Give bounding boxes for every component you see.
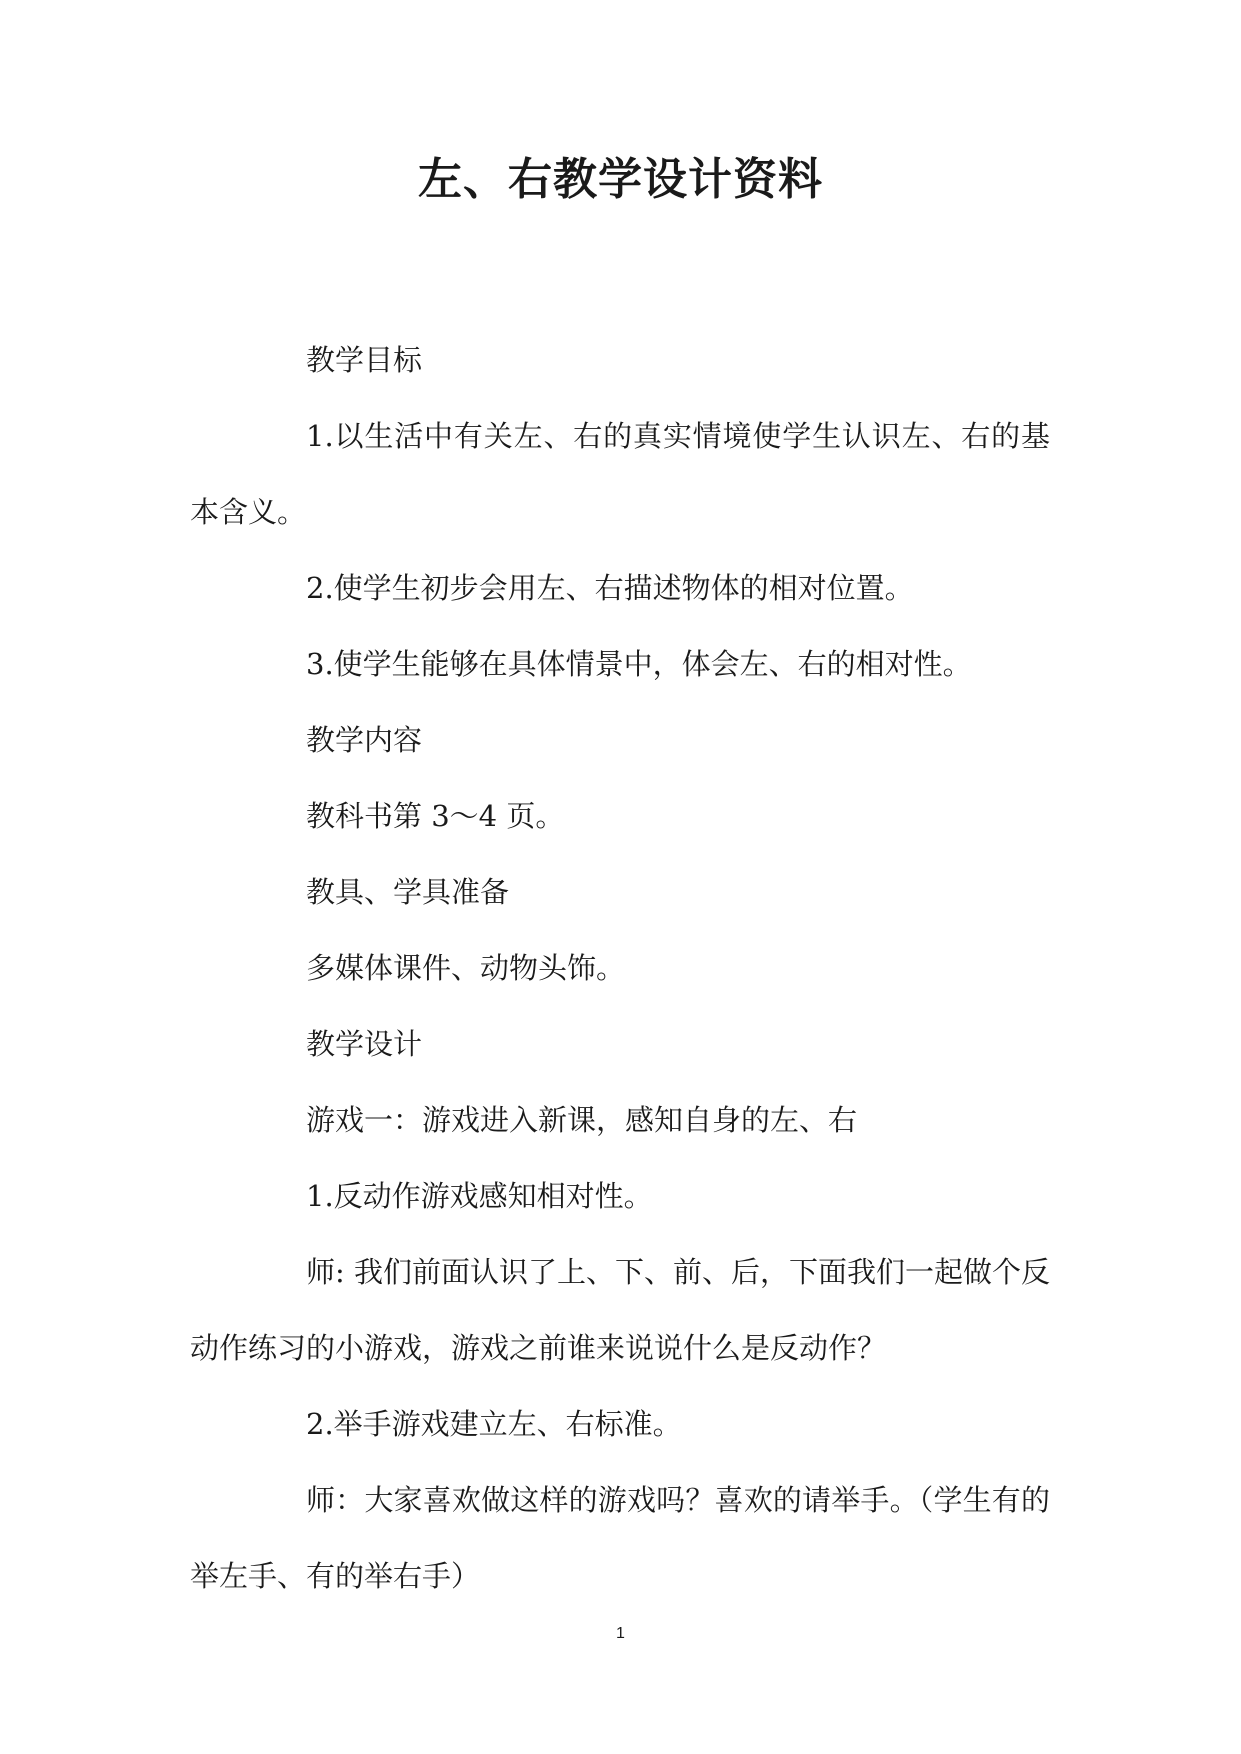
paragraph: 教学设计 <box>306 1027 423 1061</box>
paragraph: 游戏一：游戏进入新课，感知自身的左、右 <box>306 1103 858 1137</box>
paragraph: 教具、学具准备 <box>306 875 510 909</box>
paragraph: 教科书第 3～4 页。 <box>306 799 565 833</box>
paragraph: 1.以生活中有关左、右的真实情境使学生认识左、右的基本含义。 <box>190 419 1050 529</box>
paragraph: 1.反动作游戏感知相对性。 <box>306 1179 653 1213</box>
paragraph: 师: 我们前面认识了上、下、前、后，下面我们一起做个反动作练习的小游戏，游戏之前谁来说说什么是反动作？ <box>190 1255 1050 1365</box>
paragraph: 2.使学生初步会用左、右描述物体的相对位置。 <box>306 571 914 605</box>
document-title: 左、右教学设计资料 <box>418 154 823 205</box>
paragraph: 教学目标 <box>306 343 423 377</box>
document-body <box>190 322 1050 1614</box>
paragraph: 教学内容 <box>306 723 423 757</box>
paragraph: 多媒体课件、动物头饰。 <box>306 951 626 985</box>
page-number: 1 <box>616 1625 625 1642</box>
paragraph: 2.举手游戏建立左、右标准。 <box>306 1407 682 1441</box>
paragraph: 师：大家喜欢做这样的游戏吗？喜欢的请举手。（学生有的举左手、有的举右手） <box>190 1483 1050 1593</box>
paragraph: 3.使学生能够在具体情景中，体会左、右的相对性。 <box>306 647 972 681</box>
